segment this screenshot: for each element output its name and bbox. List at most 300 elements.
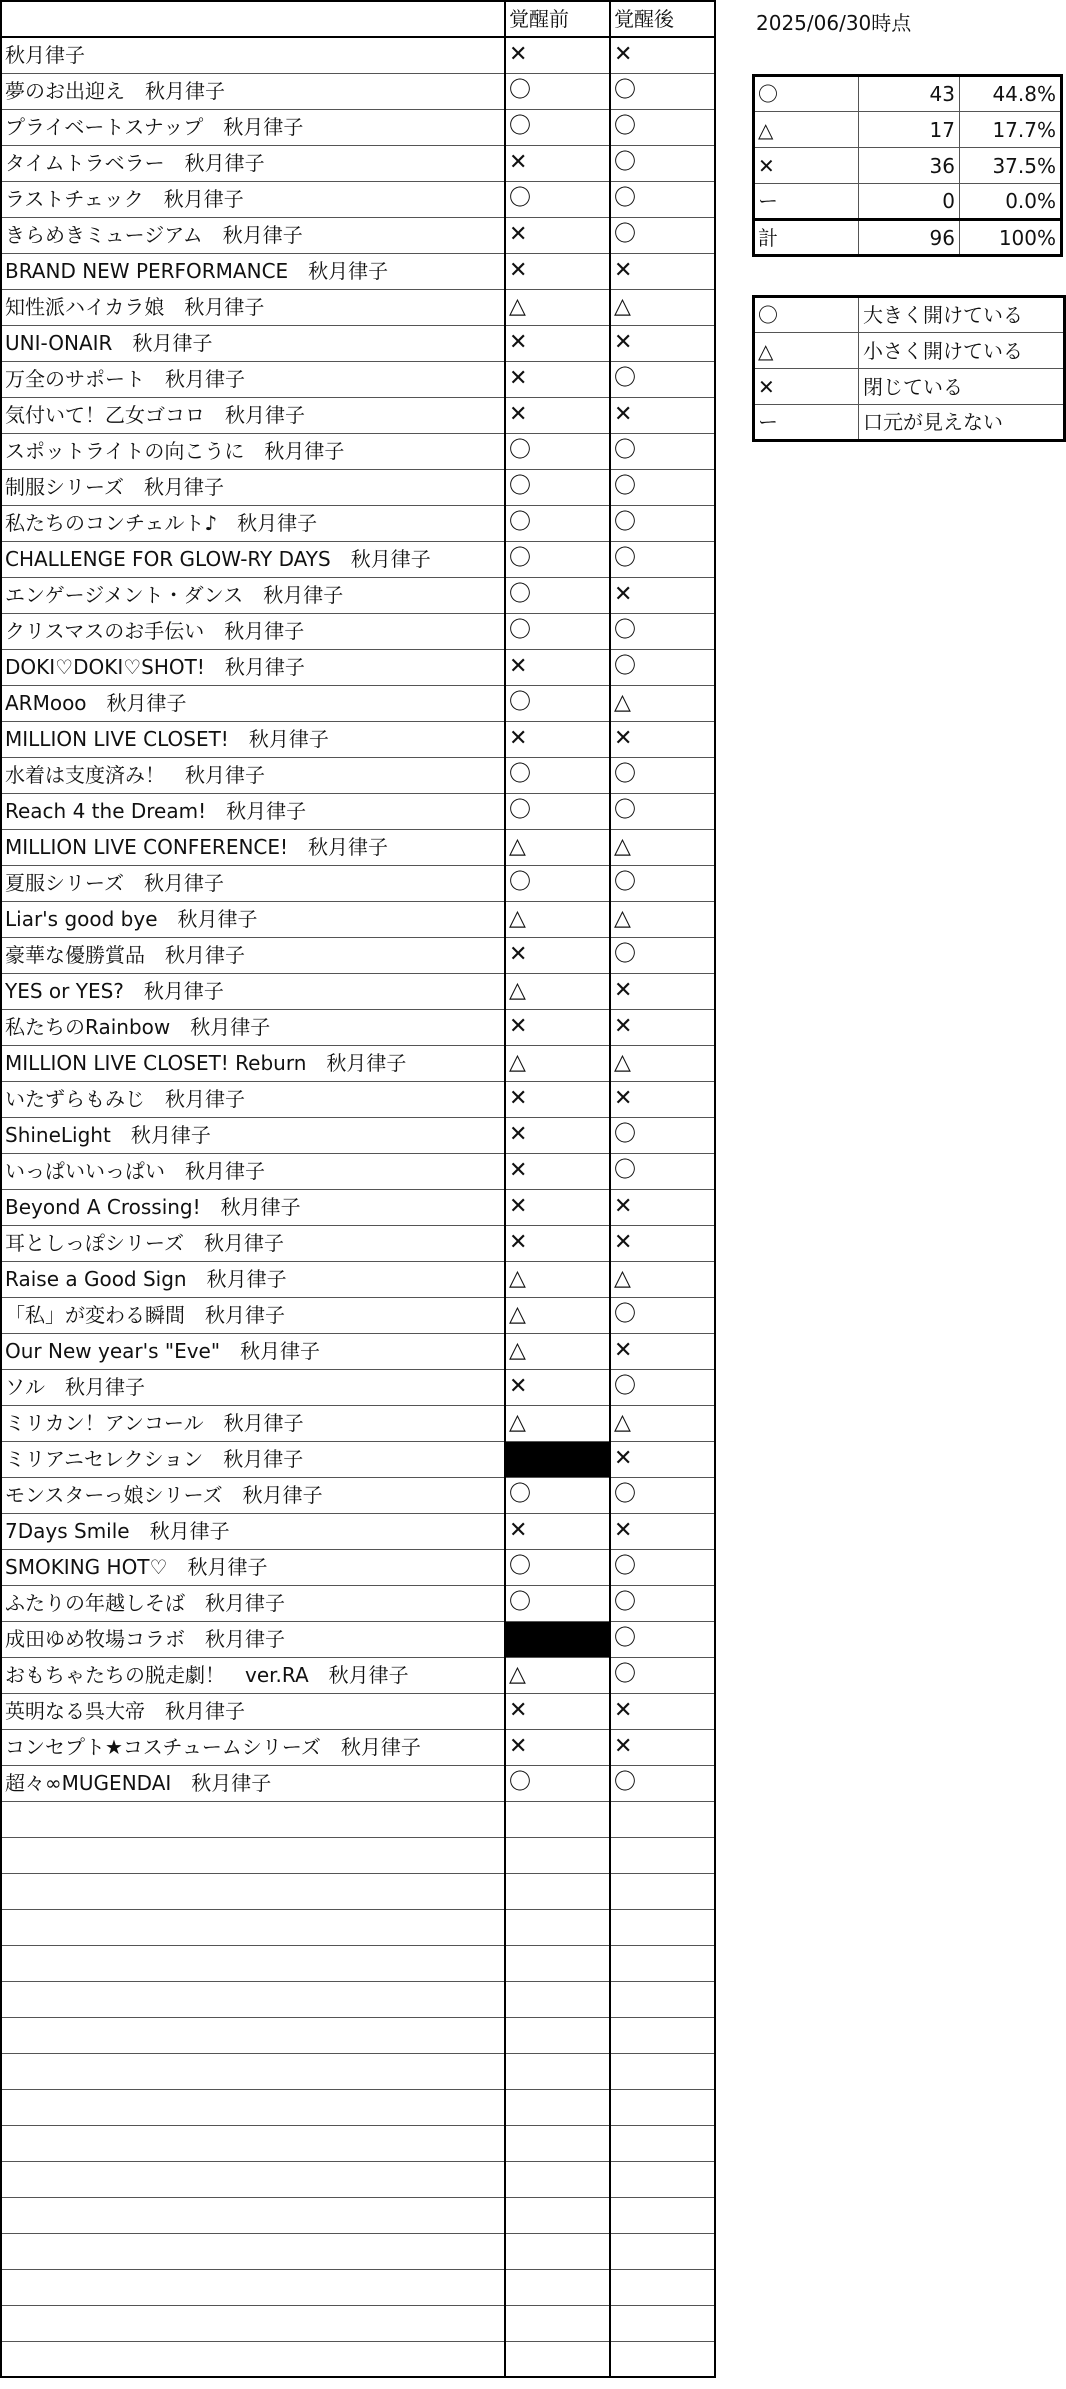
after-awakening-header[interactable]: 覚醒後 bbox=[610, 1, 715, 37]
before-awakening-cell[interactable] bbox=[505, 2017, 610, 2053]
before-awakening-cell[interactable]: △ bbox=[505, 289, 610, 325]
after-awakening-cell[interactable]: 〇 bbox=[610, 613, 715, 649]
table-row bbox=[1, 361, 715, 397]
card-name-cell[interactable]: 豪華な優勝賞品 秋月律子 bbox=[1, 937, 505, 973]
table-row bbox=[1, 1729, 715, 1765]
before-awakening-cell[interactable]: △ bbox=[505, 1333, 610, 1369]
table-row bbox=[1, 757, 715, 793]
card-name-cell[interactable] bbox=[1, 2017, 505, 2053]
after-awakening-cell[interactable]: 〇 bbox=[610, 1657, 715, 1693]
before-awakening-cell[interactable] bbox=[505, 1909, 610, 1945]
table-row bbox=[1, 1981, 715, 2017]
before-awakening-cell[interactable] bbox=[505, 1441, 610, 1477]
card-name-cell[interactable] bbox=[1, 2197, 505, 2233]
table-row bbox=[1, 2305, 715, 2341]
before-awakening-cell[interactable]: △ bbox=[505, 1045, 610, 1081]
before-awakening-cell[interactable]: △ bbox=[505, 901, 610, 937]
table-row bbox=[1, 2089, 715, 2125]
card-name-cell[interactable]: 英明なる呉大帝 秋月律子 bbox=[1, 1693, 505, 1729]
summary-stats-body bbox=[754, 76, 1062, 256]
card-name-cell[interactable] bbox=[1, 1873, 505, 1909]
stats-total-row bbox=[754, 220, 1062, 256]
card-name-cell[interactable]: ラストチェック 秋月律子 bbox=[1, 181, 505, 217]
after-awakening-cell[interactable] bbox=[610, 2017, 715, 2053]
as-of-date: 2025/06/30時点 bbox=[756, 11, 912, 35]
before-awakening-cell[interactable]: ✕ bbox=[505, 1369, 610, 1405]
legend-symbol-cell[interactable]: △ bbox=[754, 333, 859, 369]
card-name-cell[interactable]: 夢のお出迎え 秋月律子 bbox=[1, 73, 505, 109]
card-name-cell[interactable]: Liar's good bye 秋月律子 bbox=[1, 901, 505, 937]
stats-symbol-cell[interactable]: 〇 bbox=[754, 76, 859, 112]
card-name-cell[interactable]: ミリカン！アンコール 秋月律子 bbox=[1, 1405, 505, 1441]
before-awakening-cell[interactable]: ✕ bbox=[505, 1513, 610, 1549]
card-name-cell[interactable]: ミリアニセレクション 秋月律子 bbox=[1, 1441, 505, 1477]
table-row bbox=[1, 721, 715, 757]
card-name-cell[interactable]: いたずらもみじ 秋月律子 bbox=[1, 1081, 505, 1117]
before-awakening-cell[interactable]: △ bbox=[505, 973, 610, 1009]
card-name-cell[interactable]: ふたりの年越しそば 秋月律子 bbox=[1, 1585, 505, 1621]
after-awakening-cell[interactable]: ✕ bbox=[610, 1513, 715, 1549]
before-awakening-cell[interactable]: ✕ bbox=[505, 1153, 610, 1189]
before-awakening-cell[interactable] bbox=[505, 1945, 610, 1981]
card-name-cell[interactable]: コンセプト★コスチュームシリーズ 秋月律子 bbox=[1, 1729, 505, 1765]
after-awakening-cell[interactable]: 〇 bbox=[610, 181, 715, 217]
after-awakening-cell[interactable]: △ bbox=[610, 1405, 715, 1441]
legend-row bbox=[754, 333, 1065, 369]
table-row bbox=[1, 433, 715, 469]
table-row bbox=[1, 469, 715, 505]
after-awakening-cell[interactable]: ✕ bbox=[610, 397, 715, 433]
before-awakening-cell[interactable] bbox=[505, 2089, 610, 2125]
card-name-cell[interactable]: 秋月律子 bbox=[1, 37, 505, 73]
table-row bbox=[1, 1477, 715, 1513]
after-awakening-cell[interactable]: 〇 bbox=[610, 793, 715, 829]
after-awakening-cell[interactable]: 〇 bbox=[610, 1369, 715, 1405]
after-awakening-cell[interactable] bbox=[610, 2161, 715, 2197]
after-awakening-cell[interactable]: 〇 bbox=[610, 469, 715, 505]
before-awakening-cell[interactable]: △ bbox=[505, 1297, 610, 1333]
before-awakening-cell[interactable]: 〇 bbox=[505, 505, 610, 541]
before-awakening-header[interactable]: 覚醒前 bbox=[505, 1, 610, 37]
after-awakening-cell[interactable]: 〇 bbox=[610, 217, 715, 253]
before-awakening-cell[interactable]: ✕ bbox=[505, 253, 610, 289]
card-name-cell[interactable]: タイムトラベラー 秋月律子 bbox=[1, 145, 505, 181]
stats-symbol-cell[interactable]: 計 bbox=[754, 220, 859, 256]
card-name-cell[interactable]: BRAND NEW PERFORMANCE 秋月律子 bbox=[1, 253, 505, 289]
before-awakening-cell[interactable]: ✕ bbox=[505, 1081, 610, 1117]
before-awakening-cell[interactable]: ✕ bbox=[505, 1225, 610, 1261]
card-name-cell[interactable]: 7Days Smile 秋月律子 bbox=[1, 1513, 505, 1549]
before-awakening-cell[interactable] bbox=[505, 2269, 610, 2305]
card-name-cell[interactable]: SMOKING HOT♡ 秋月律子 bbox=[1, 1549, 505, 1585]
card-name-cell[interactable]: 成田ゆめ牧場コラボ 秋月律子 bbox=[1, 1621, 505, 1657]
legend-meaning-cell[interactable]: 小さく開けている bbox=[859, 333, 1065, 369]
table-row bbox=[1, 145, 715, 181]
before-awakening-cell[interactable]: ✕ bbox=[505, 361, 610, 397]
stats-symbol-cell[interactable]: ✕ bbox=[754, 148, 859, 184]
before-awakening-cell[interactable]: 〇 bbox=[505, 469, 610, 505]
card-table-body bbox=[1, 1, 715, 2377]
after-awakening-cell[interactable]: 〇 bbox=[610, 1117, 715, 1153]
legend-row bbox=[754, 369, 1065, 405]
after-awakening-cell[interactable]: 〇 bbox=[610, 865, 715, 901]
table-row bbox=[1, 1621, 715, 1657]
table-row bbox=[1, 2269, 715, 2305]
legend-meaning-cell[interactable]: 口元が見えない bbox=[859, 405, 1065, 441]
card-name-cell[interactable]: プライベートスナップ 秋月律子 bbox=[1, 109, 505, 145]
stats-symbol-cell[interactable]: △ bbox=[754, 112, 859, 148]
card-name-cell[interactable]: 夏服シリーズ 秋月律子 bbox=[1, 865, 505, 901]
after-awakening-cell[interactable]: 〇 bbox=[610, 109, 715, 145]
card-name-cell[interactable]: 超々∞MUGENDAI 秋月律子 bbox=[1, 1765, 505, 1801]
table-row bbox=[1, 1945, 715, 1981]
card-name-cell[interactable]: 気付いて！乙女ゴコロ 秋月律子 bbox=[1, 397, 505, 433]
before-awakening-cell[interactable]: ✕ bbox=[505, 1729, 610, 1765]
table-row bbox=[1, 577, 715, 613]
after-awakening-cell[interactable]: ✕ bbox=[610, 1189, 715, 1225]
before-awakening-cell[interactable]: △ bbox=[505, 829, 610, 865]
table-row bbox=[1, 1765, 715, 1801]
after-awakening-cell[interactable]: 〇 bbox=[610, 1477, 715, 1513]
table-row bbox=[1, 1225, 715, 1261]
before-awakening-cell[interactable]: ✕ bbox=[505, 1189, 610, 1225]
before-awakening-cell[interactable]: ✕ bbox=[505, 325, 610, 361]
before-awakening-cell[interactable] bbox=[505, 1837, 610, 1873]
table-row bbox=[1, 901, 715, 937]
after-awakening-cell[interactable]: △ bbox=[610, 901, 715, 937]
before-awakening-cell[interactable] bbox=[505, 2161, 610, 2197]
card-name-cell[interactable] bbox=[1, 2233, 505, 2269]
before-awakening-cell[interactable] bbox=[505, 1981, 610, 2017]
after-awakening-cell[interactable] bbox=[610, 2233, 715, 2269]
card-name-cell[interactable] bbox=[1, 2053, 505, 2089]
card-name-cell[interactable]: UNI-ONAIR 秋月律子 bbox=[1, 325, 505, 361]
table-row bbox=[1, 1045, 715, 1081]
before-awakening-cell[interactable]: ✕ bbox=[505, 937, 610, 973]
before-awakening-cell[interactable]: 〇 bbox=[505, 1549, 610, 1585]
table-row bbox=[1, 1117, 715, 1153]
after-awakening-cell[interactable]: △ bbox=[610, 289, 715, 325]
stats-row bbox=[754, 184, 1062, 220]
after-awakening-cell[interactable]: 〇 bbox=[610, 1549, 715, 1585]
after-awakening-cell[interactable] bbox=[610, 1981, 715, 2017]
before-awakening-cell[interactable]: 〇 bbox=[505, 685, 610, 721]
symbol-legend-table bbox=[752, 295, 1066, 442]
stats-symbol-cell[interactable]: ー bbox=[754, 184, 859, 220]
stats-count-cell[interactable]: 0 bbox=[859, 184, 960, 220]
card-name-cell[interactable]: 私たちのコンチェルト♪ 秋月律子 bbox=[1, 505, 505, 541]
after-awakening-cell[interactable] bbox=[610, 2269, 715, 2305]
table-row bbox=[1, 37, 715, 73]
after-awakening-cell[interactable]: ✕ bbox=[610, 1693, 715, 1729]
card-name-cell[interactable]: いっぱいいっぱい 秋月律子 bbox=[1, 1153, 505, 1189]
table-row bbox=[1, 1909, 715, 1945]
before-awakening-cell[interactable]: ✕ bbox=[505, 721, 610, 757]
before-awakening-cell[interactable]: 〇 bbox=[505, 1585, 610, 1621]
legend-row bbox=[754, 297, 1065, 333]
before-awakening-cell[interactable]: 〇 bbox=[505, 1765, 610, 1801]
table-row bbox=[1, 1009, 715, 1045]
after-awakening-cell[interactable] bbox=[610, 1945, 715, 1981]
after-awakening-cell[interactable] bbox=[610, 2053, 715, 2089]
stats-percent-cell[interactable]: 37.5% bbox=[960, 148, 1062, 184]
table-row bbox=[1, 397, 715, 433]
card-name-cell[interactable]: 「私」が変わる瞬間 秋月律子 bbox=[1, 1297, 505, 1333]
name-column-header[interactable] bbox=[1, 1, 505, 37]
table-row bbox=[1, 1585, 715, 1621]
legend-symbol-cell[interactable]: 〇 bbox=[754, 297, 859, 333]
before-awakening-cell[interactable] bbox=[505, 2305, 610, 2341]
card-name-cell[interactable]: 水着は支度済み！ 秋月律子 bbox=[1, 757, 505, 793]
table-row bbox=[1, 1081, 715, 1117]
before-awakening-cell[interactable]: 〇 bbox=[505, 865, 610, 901]
card-name-cell[interactable]: ソル 秋月律子 bbox=[1, 1369, 505, 1405]
card-name-cell[interactable]: おもちゃたちの脱走劇！ ver.RA 秋月律子 bbox=[1, 1657, 505, 1693]
table-row bbox=[1, 793, 715, 829]
after-awakening-cell[interactable]: ✕ bbox=[610, 253, 715, 289]
before-awakening-cell[interactable] bbox=[505, 2197, 610, 2233]
before-awakening-cell[interactable]: ✕ bbox=[505, 37, 610, 73]
after-awakening-cell[interactable]: ✕ bbox=[610, 1729, 715, 1765]
before-awakening-cell[interactable]: 〇 bbox=[505, 73, 610, 109]
after-awakening-cell[interactable]: △ bbox=[610, 685, 715, 721]
after-awakening-cell[interactable]: 〇 bbox=[610, 1621, 715, 1657]
stats-row bbox=[754, 76, 1062, 112]
table-row bbox=[1, 1657, 715, 1693]
table-row bbox=[1, 73, 715, 109]
table-row bbox=[1, 1549, 715, 1585]
before-awakening-cell[interactable] bbox=[505, 2233, 610, 2269]
table-header-row bbox=[1, 1, 715, 37]
card-name-cell[interactable]: モンスターっ娘シリーズ 秋月律子 bbox=[1, 1477, 505, 1513]
card-name-cell[interactable] bbox=[1, 1837, 505, 1873]
after-awakening-cell[interactable] bbox=[610, 1801, 715, 1837]
before-awakening-cell[interactable] bbox=[505, 1621, 610, 1657]
card-name-cell[interactable]: ARMooo 秋月律子 bbox=[1, 685, 505, 721]
card-name-cell[interactable]: MILLION LIVE CLOSET! 秋月律子 bbox=[1, 721, 505, 757]
card-name-cell[interactable]: ShineLight 秋月律子 bbox=[1, 1117, 505, 1153]
table-row bbox=[1, 109, 715, 145]
summary-stats-table bbox=[752, 74, 1063, 257]
card-name-cell[interactable]: クリスマスのお手伝い 秋月律子 bbox=[1, 613, 505, 649]
table-row bbox=[1, 253, 715, 289]
stats-row bbox=[754, 148, 1062, 184]
before-awakening-cell[interactable]: ✕ bbox=[505, 145, 610, 181]
before-awakening-cell[interactable]: 〇 bbox=[505, 757, 610, 793]
after-awakening-cell[interactable] bbox=[610, 1873, 715, 1909]
card-name-cell[interactable]: エンゲージメント・ダンス 秋月律子 bbox=[1, 577, 505, 613]
after-awakening-cell[interactable]: 〇 bbox=[610, 73, 715, 109]
after-awakening-cell[interactable] bbox=[610, 1909, 715, 1945]
card-name-cell[interactable]: 私たちのRainbow 秋月律子 bbox=[1, 1009, 505, 1045]
card-name-cell[interactable] bbox=[1, 2089, 505, 2125]
card-name-cell[interactable] bbox=[1, 2305, 505, 2341]
card-name-cell[interactable]: スポットライトの向こうに 秋月律子 bbox=[1, 433, 505, 469]
card-name-cell[interactable]: Our New year's "Eve" 秋月律子 bbox=[1, 1333, 505, 1369]
table-row bbox=[1, 1297, 715, 1333]
table-row bbox=[1, 1333, 715, 1369]
table-row bbox=[1, 973, 715, 1009]
after-awakening-cell[interactable]: 〇 bbox=[610, 541, 715, 577]
before-awakening-cell[interactable]: △ bbox=[505, 1261, 610, 1297]
table-row bbox=[1, 865, 715, 901]
table-row bbox=[1, 1189, 715, 1225]
after-awakening-cell[interactable]: ✕ bbox=[610, 577, 715, 613]
after-awakening-cell[interactable]: △ bbox=[610, 829, 715, 865]
before-awakening-cell[interactable]: ✕ bbox=[505, 397, 610, 433]
before-awakening-cell[interactable]: 〇 bbox=[505, 433, 610, 469]
before-awakening-cell[interactable]: 〇 bbox=[505, 181, 610, 217]
table-row bbox=[1, 325, 715, 361]
card-name-cell[interactable]: 知性派ハイカラ娘 秋月律子 bbox=[1, 289, 505, 325]
stats-count-cell[interactable]: 36 bbox=[859, 148, 960, 184]
legend-row bbox=[754, 405, 1065, 441]
table-row bbox=[1, 181, 715, 217]
card-name-cell[interactable]: MILLION LIVE CONFERENCE! 秋月律子 bbox=[1, 829, 505, 865]
after-awakening-cell[interactable]: ✕ bbox=[610, 1009, 715, 1045]
after-awakening-cell[interactable]: 〇 bbox=[610, 757, 715, 793]
table-row bbox=[1, 289, 715, 325]
after-awakening-cell[interactable]: ✕ bbox=[610, 1441, 715, 1477]
legend-meaning-cell[interactable]: 閉じている bbox=[859, 369, 1065, 405]
table-row bbox=[1, 1441, 715, 1477]
table-row bbox=[1, 649, 715, 685]
stats-percent-cell[interactable]: 0.0% bbox=[960, 184, 1062, 220]
card-name-cell[interactable]: 制服シリーズ 秋月律子 bbox=[1, 469, 505, 505]
card-name-cell[interactable]: きらめきミュージアム 秋月律子 bbox=[1, 217, 505, 253]
card-name-cell[interactable]: Beyond A Crossing! 秋月律子 bbox=[1, 1189, 505, 1225]
after-awakening-cell[interactable]: 〇 bbox=[610, 433, 715, 469]
after-awakening-cell[interactable]: 〇 bbox=[610, 361, 715, 397]
card-name-cell[interactable]: MILLION LIVE CLOSET! Reburn 秋月律子 bbox=[1, 1045, 505, 1081]
before-awakening-cell[interactable]: 〇 bbox=[505, 1477, 610, 1513]
after-awakening-cell[interactable]: 〇 bbox=[610, 505, 715, 541]
symbol-legend-body bbox=[754, 297, 1065, 441]
card-name-cell[interactable]: 耳としっぽシリーズ 秋月律子 bbox=[1, 1225, 505, 1261]
after-awakening-cell[interactable]: ✕ bbox=[610, 1333, 715, 1369]
before-awakening-cell[interactable]: △ bbox=[505, 1657, 610, 1693]
after-awakening-cell[interactable] bbox=[610, 2125, 715, 2161]
before-awakening-cell[interactable] bbox=[505, 2125, 610, 2161]
table-row bbox=[1, 1837, 715, 1873]
card-name-cell[interactable] bbox=[1, 1981, 505, 2017]
after-awakening-cell[interactable]: ✕ bbox=[610, 721, 715, 757]
card-name-cell[interactable] bbox=[1, 1801, 505, 1837]
table-row bbox=[1, 2197, 715, 2233]
stats-count-cell[interactable]: 17 bbox=[859, 112, 960, 148]
card-name-cell[interactable]: YES or YES? 秋月律子 bbox=[1, 973, 505, 1009]
card-name-cell[interactable]: 万全のサポート 秋月律子 bbox=[1, 361, 505, 397]
after-awakening-cell[interactable]: ✕ bbox=[610, 325, 715, 361]
table-row bbox=[1, 937, 715, 973]
table-row bbox=[1, 613, 715, 649]
after-awakening-cell[interactable] bbox=[610, 2089, 715, 2125]
card-name-cell[interactable]: DOKI♡DOKI♡SHOT! 秋月律子 bbox=[1, 649, 505, 685]
card-name-cell[interactable]: Reach 4 the Dream! 秋月律子 bbox=[1, 793, 505, 829]
table-row bbox=[1, 1513, 715, 1549]
table-row bbox=[1, 1369, 715, 1405]
stats-count-cell[interactable]: 96 bbox=[859, 220, 960, 256]
table-row bbox=[1, 2125, 715, 2161]
before-awakening-cell[interactable]: ✕ bbox=[505, 1009, 610, 1045]
card-name-cell[interactable] bbox=[1, 2341, 505, 2377]
legend-symbol-cell[interactable]: ✕ bbox=[754, 369, 859, 405]
before-awakening-cell[interactable]: 〇 bbox=[505, 613, 610, 649]
table-row bbox=[1, 1801, 715, 1837]
stats-count-cell[interactable]: 43 bbox=[859, 76, 960, 112]
table-row bbox=[1, 2053, 715, 2089]
card-name-cell[interactable] bbox=[1, 2269, 505, 2305]
table-row bbox=[1, 2233, 715, 2269]
before-awakening-cell[interactable] bbox=[505, 1801, 610, 1837]
table-row bbox=[1, 1261, 715, 1297]
before-awakening-cell[interactable]: ✕ bbox=[505, 1693, 610, 1729]
before-awakening-cell[interactable]: 〇 bbox=[505, 793, 610, 829]
table-row bbox=[1, 1873, 715, 1909]
before-awakening-cell[interactable] bbox=[505, 2053, 610, 2089]
after-awakening-cell[interactable]: ✕ bbox=[610, 1081, 715, 1117]
after-awakening-cell[interactable]: ✕ bbox=[610, 973, 715, 1009]
card-name-cell[interactable] bbox=[1, 2125, 505, 2161]
table-row bbox=[1, 1153, 715, 1189]
table-row bbox=[1, 685, 715, 721]
after-awakening-cell[interactable]: 〇 bbox=[610, 1297, 715, 1333]
table-row bbox=[1, 2017, 715, 2053]
table-row bbox=[1, 829, 715, 865]
card-name-cell[interactable] bbox=[1, 2161, 505, 2197]
after-awakening-cell[interactable]: 〇 bbox=[610, 1585, 715, 1621]
before-awakening-cell[interactable] bbox=[505, 2341, 610, 2377]
before-awakening-cell[interactable]: ✕ bbox=[505, 649, 610, 685]
after-awakening-cell[interactable]: 〇 bbox=[610, 1765, 715, 1801]
after-awakening-cell[interactable]: 〇 bbox=[610, 937, 715, 973]
card-name-cell[interactable] bbox=[1, 1945, 505, 1981]
table-row bbox=[1, 2341, 715, 2377]
before-awakening-cell[interactable]: ✕ bbox=[505, 217, 610, 253]
after-awakening-cell[interactable]: ✕ bbox=[610, 37, 715, 73]
after-awakening-cell[interactable]: 〇 bbox=[610, 649, 715, 685]
card-name-cell[interactable]: Raise a Good Sign 秋月律子 bbox=[1, 1261, 505, 1297]
before-awakening-cell[interactable]: ✕ bbox=[505, 1117, 610, 1153]
table-row bbox=[1, 2161, 715, 2197]
stats-percent-cell[interactable]: 17.7% bbox=[960, 112, 1062, 148]
legend-meaning-cell[interactable]: 大きく開けている bbox=[859, 297, 1065, 333]
after-awakening-cell[interactable]: 〇 bbox=[610, 145, 715, 181]
after-awakening-cell[interactable]: △ bbox=[610, 1261, 715, 1297]
before-awakening-cell[interactable]: 〇 bbox=[505, 541, 610, 577]
table-row bbox=[1, 1693, 715, 1729]
after-awakening-cell[interactable] bbox=[610, 2341, 715, 2377]
after-awakening-cell[interactable] bbox=[610, 1837, 715, 1873]
after-awakening-cell[interactable]: ✕ bbox=[610, 1225, 715, 1261]
after-awakening-cell[interactable]: 〇 bbox=[610, 1153, 715, 1189]
stats-percent-cell[interactable]: 44.8% bbox=[960, 76, 1062, 112]
before-awakening-cell[interactable] bbox=[505, 1873, 610, 1909]
after-awakening-cell[interactable]: △ bbox=[610, 1045, 715, 1081]
table-row bbox=[1, 217, 715, 253]
before-awakening-cell[interactable]: 〇 bbox=[505, 577, 610, 613]
card-name-cell[interactable]: CHALLENGE FOR GLOW-RY DAYS 秋月律子 bbox=[1, 541, 505, 577]
table-row bbox=[1, 541, 715, 577]
after-awakening-cell[interactable] bbox=[610, 2305, 715, 2341]
card-name-cell[interactable] bbox=[1, 1909, 505, 1945]
legend-symbol-cell[interactable]: ー bbox=[754, 405, 859, 441]
after-awakening-cell[interactable] bbox=[610, 2197, 715, 2233]
before-awakening-cell[interactable]: 〇 bbox=[505, 109, 610, 145]
table-row bbox=[1, 505, 715, 541]
before-awakening-cell[interactable]: △ bbox=[505, 1405, 610, 1441]
stats-percent-cell[interactable]: 100% bbox=[960, 220, 1062, 256]
